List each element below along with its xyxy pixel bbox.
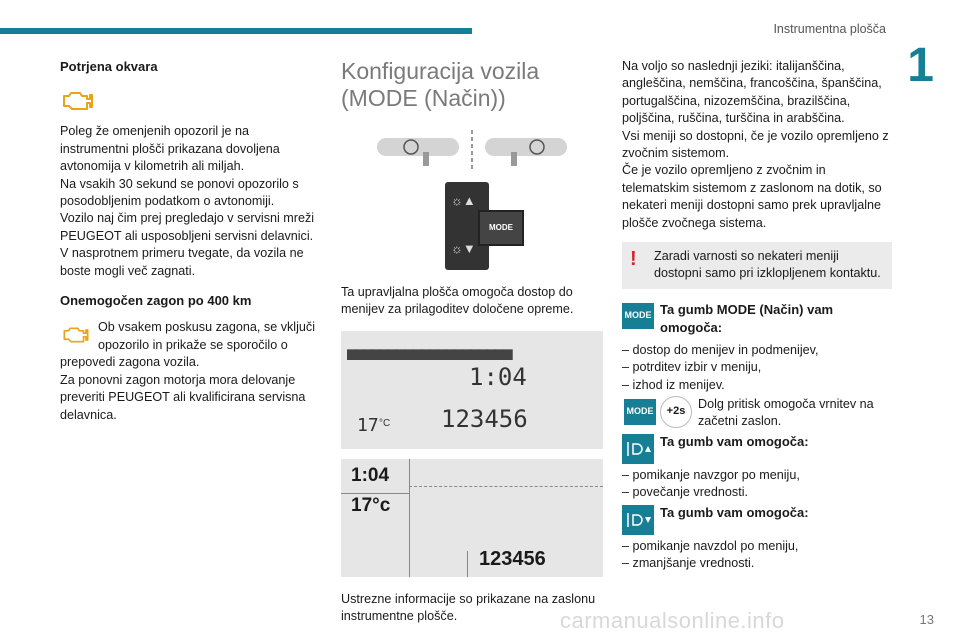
display-matrix — [341, 459, 603, 577]
mode-button-illustration: MODE — [478, 210, 524, 246]
display-time: 1:04 — [469, 362, 527, 391]
light-up-icon: ☼▲ — [451, 193, 476, 208]
display-odometer: 123456 — [441, 404, 528, 433]
long-press-icon: +2s — [660, 396, 692, 428]
display-monochrome — [341, 331, 603, 449]
panel-intro: Ta upravljalna plošča omogoča dostop do menijev za prilagoditev določene opreme. — [341, 285, 574, 317]
page-title: Konfiguracija vozila (MODE (Način)) — [341, 58, 540, 111]
matrix-temp: 17°c — [351, 494, 391, 516]
fault-text-3: Vozilo naj čim prej pregledajo v servisni mreži PEUGEOT ali usposobljeni servisni delavnici. — [60, 211, 315, 243]
fault-text-1: Poleg že omenjenih opozoril je na instrumentni plošči prikazana dovoljena avtonomija v kilometrih ali miljah. — [60, 124, 280, 174]
column-middle — [341, 58, 603, 626]
matrix-time: 1:04 — [351, 464, 390, 486]
list-item: – pomikanje navzgor po meniju, — [622, 467, 800, 482]
start-disabled-text-1: Ob vsakem poskusu zagona, se vključi opozorilo in prikaže se sporočilo o prepovedi zagona vozila. — [60, 320, 315, 370]
mode-icon: MODE — [622, 396, 658, 428]
light-down-icon — [622, 504, 654, 536]
mode-icon: MODE — [622, 301, 654, 331]
exclamation-icon: ! — [630, 248, 637, 271]
down-heading: Ta gumb vam omogoča: — [660, 504, 809, 520]
list-item: – potrditev izbir v meniju, — [622, 360, 762, 375]
light-down-icon: ☼▼ — [451, 241, 476, 256]
steering-wheel-illustration — [341, 130, 603, 190]
chapter-number: 1 — [907, 39, 934, 92]
warning-text: Zaradi varnosti so nekateri meniji dostopni samo pri izklopljenem kontaktu. — [654, 249, 881, 281]
heading-fault: Potrjena okvara — [60, 59, 158, 74]
watermark: carmanualsonline.info — [560, 608, 785, 633]
fault-text-4: V nasprotnem primeru tvegate, da vozila ne boste mogli več zagnati. — [60, 246, 304, 278]
fault-text-2: Na vsakih 30 sekund se ponovi opozorilo s posodobljenim podatkom o avtonomiji. — [60, 176, 299, 209]
display-segments: ▆▆▆▆▆▆▆▆▆▆▆▆▆▆▆▆▆▆▆▆ — [347, 345, 512, 360]
header-accent-bar — [0, 28, 472, 34]
page-number: 13 — [919, 612, 934, 627]
languages-text: Na voljo so naslednji jeziki: italijanščina, angleščina, nemščina, francoščina, španščina, portugalščina, nizozemščina, brazilščina, poljščina, ruščina, turščina in arabščina. — [622, 59, 882, 126]
heading-start-disabled: Onemogočen zagon po 400 km — [60, 293, 252, 309]
list-item: – pomikanje navzdol po meniju, — [622, 538, 799, 553]
matrix-odometer: 123456 — [479, 547, 546, 570]
engine-warning-icon — [60, 87, 318, 117]
engine-warning-icon — [60, 319, 92, 351]
section-title: Instrumentna plošča — [773, 22, 886, 36]
up-heading: Ta gumb vam omogoča: — [660, 433, 809, 449]
panel-outro: Ustrezne informacije so prikazane na zaslonu instrumentne plošče. — [341, 591, 596, 624]
list-item: – povečanje vrednosti. — [622, 485, 749, 500]
list-item: – zmanjšanje vrednosti. — [622, 555, 755, 570]
display-temp: 17 — [357, 414, 379, 436]
start-disabled-text-2: Za ponovni zagon motorja mora delovanje preveriti PEUGEOT ali kvalificirana servisna delavnica. — [60, 372, 306, 422]
menus-text: Vsi meniji so dostopni, če je vozilo opremljeno z zvočnim sistemom. — [622, 128, 889, 161]
control-panel-illustration — [341, 182, 603, 278]
display-temp-unit: °C — [379, 417, 391, 429]
light-up-icon — [622, 433, 654, 465]
list-item: – dostop do menijev in podmenijev, — [622, 342, 819, 357]
mode-heading: Ta gumb MODE (Način) vam omogoča: — [660, 301, 834, 336]
warning-box — [622, 242, 892, 289]
column-left — [60, 58, 318, 424]
column-right — [622, 58, 892, 572]
long-press-text: Dolg pritisk omogoča vrnitev na začetni zaslon. — [698, 396, 874, 429]
list-item: – izhod iz menijev. — [622, 377, 725, 392]
touchscreen-text: Če je vozilo opremljeno z zvočnim in telematskim sistemom z zaslonom na dotik, so nekateri meniji dostopni samo prek upravljalne plošče zvočnega sistema. — [622, 163, 882, 230]
